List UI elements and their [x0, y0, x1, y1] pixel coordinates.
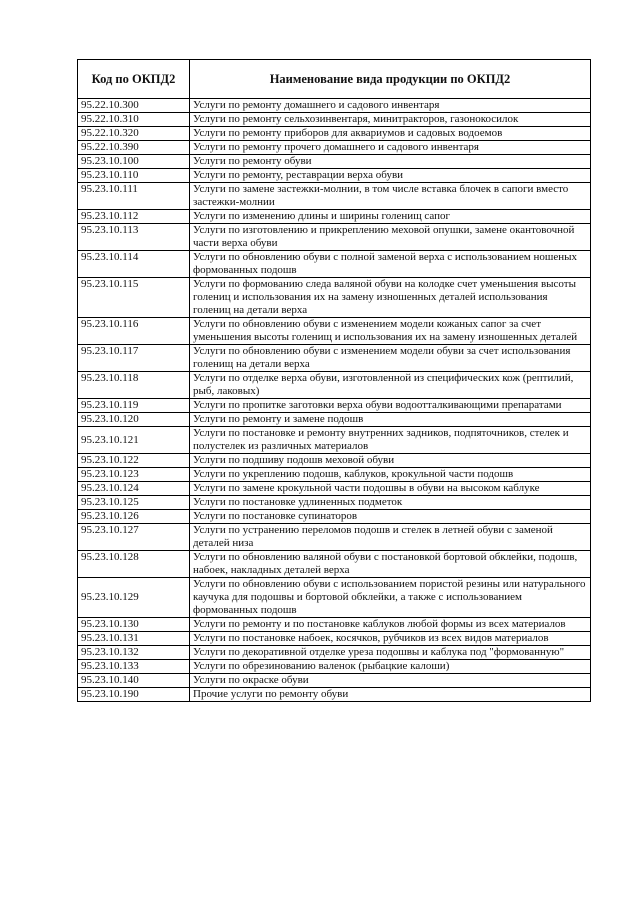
table-row	[78, 399, 591, 413]
code-cell: 95.23.10.116	[78, 318, 190, 345]
name-cell: Услуги по подшиву подошв меховой обуви	[190, 454, 591, 468]
table-row	[78, 427, 591, 454]
table-row	[78, 278, 591, 318]
name-cell: Услуги по изготовлению и прикреплению меховой опушки, замене окантовочной части верха обуви	[190, 224, 591, 251]
table-row	[78, 183, 591, 210]
name-cell: Услуги по изменению длины и ширины голенищ сапог	[190, 210, 591, 224]
table-row	[78, 524, 591, 551]
code-cell: 95.23.10.115	[78, 278, 190, 318]
code-cell: 95.23.10.113	[78, 224, 190, 251]
name-cell: Услуги по ремонту приборов для аквариумов и садовых водоемов	[190, 127, 591, 141]
table-row	[78, 113, 591, 127]
code-cell: 95.23.10.120	[78, 413, 190, 427]
name-cell: Услуги по отделке верха обуви, изготовленной из специфических кож (рептилий, рыб, лаковых)	[190, 372, 591, 399]
name-cell: Услуги по обновлению обуви с изменением модели кожаных сапог за счет уменьшения высоты голенищ и использования их на замену изношенных деталей	[190, 318, 591, 345]
name-cell: Услуги по обновлению обуви с изменением модели обуви за счет использования голенищ на детали верха	[190, 345, 591, 372]
name-cell: Услуги по обновлению обуви с полной заменой верха с использованием ношеных формованных подошв	[190, 251, 591, 278]
code-cell: 95.23.10.111	[78, 183, 190, 210]
table-row	[78, 482, 591, 496]
table-row	[78, 413, 591, 427]
header-name: Наименование вида продукции по ОКПД2	[190, 60, 591, 99]
code-cell: 95.23.10.133	[78, 660, 190, 674]
name-cell: Услуги по замене застежки-молнии, в том числе вставка блочек в сапоги вместо застежки-молнии	[190, 183, 591, 210]
name-cell: Услуги по ремонту домашнего и садового инвентаря	[190, 99, 591, 113]
table-row	[78, 551, 591, 578]
table-row	[78, 318, 591, 345]
name-cell: Услуги по укреплению подошв, каблуков, крокульной части подошв	[190, 468, 591, 482]
table-row	[78, 345, 591, 372]
table-row	[78, 688, 591, 702]
table-row	[78, 99, 591, 113]
name-cell: Услуги по ремонту и замене подошв	[190, 413, 591, 427]
name-cell: Услуги по постановке удлиненных подметок	[190, 496, 591, 510]
code-cell: 95.22.10.300	[78, 99, 190, 113]
name-cell: Услуги по декоративной отделке уреза подошвы и каблука под "формованную"	[190, 646, 591, 660]
table-row	[78, 169, 591, 183]
code-cell: 95.23.10.128	[78, 551, 190, 578]
code-cell: 95.23.10.112	[78, 210, 190, 224]
code-cell: 95.22.10.390	[78, 141, 190, 155]
name-cell: Услуги по ремонту прочего домашнего и садового инвентаря	[190, 141, 591, 155]
table-row	[78, 646, 591, 660]
name-cell: Услуги по постановке и ремонту внутренних задников, подпяточников, стелек и полустелек из различных материалов	[190, 427, 591, 454]
table-row	[78, 618, 591, 632]
code-cell: 95.23.10.100	[78, 155, 190, 169]
name-cell: Услуги по окраске обуви	[190, 674, 591, 688]
name-cell: Услуги по формованию следа валяной обуви на колодке счет уменьшения высоты голениц и использования их на замену изношенных деталей использования голениц на детали верха	[190, 278, 591, 318]
table-row	[78, 155, 591, 169]
table-row	[78, 496, 591, 510]
table-header-row	[78, 60, 591, 99]
table-row	[78, 454, 591, 468]
code-cell: 95.23.10.190	[78, 688, 190, 702]
name-cell: Услуги по замене крокульной части подошвы в обуви на высоком каблуке	[190, 482, 591, 496]
name-cell: Услуги по постановке набоек, косячков, рубчиков из всех видов материалов	[190, 632, 591, 646]
name-cell: Прочие услуги по ремонту обуви	[190, 688, 591, 702]
code-cell: 95.23.10.119	[78, 399, 190, 413]
code-cell: 95.23.10.129	[78, 578, 190, 618]
table-body	[78, 99, 591, 702]
name-cell: Услуги по ремонту обуви	[190, 155, 591, 169]
name-cell: Услуги по пропитке заготовки верха обуви водоотталкивающими препаратами	[190, 399, 591, 413]
code-cell: 95.23.10.114	[78, 251, 190, 278]
code-cell: 95.23.10.121	[78, 427, 190, 454]
name-cell: Услуги по ремонту сельхозинвентаря, минитракторов, газонокосилок	[190, 113, 591, 127]
code-cell: 95.23.10.118	[78, 372, 190, 399]
name-cell: Услуги по устранению переломов подошв и стелек в летней обуви с заменой деталей низа	[190, 524, 591, 551]
name-cell: Услуги по ремонту и по постановке каблуков любой формы из всех материалов	[190, 618, 591, 632]
code-cell: 95.22.10.310	[78, 113, 190, 127]
code-cell: 95.23.10.110	[78, 169, 190, 183]
code-cell: 95.23.10.140	[78, 674, 190, 688]
table-row	[78, 251, 591, 278]
code-cell: 95.23.10.127	[78, 524, 190, 551]
code-cell: 95.23.10.125	[78, 496, 190, 510]
name-cell: Услуги по обрезинованию валенок (рыбацкие калоши)	[190, 660, 591, 674]
code-cell: 95.23.10.117	[78, 345, 190, 372]
table-row	[78, 632, 591, 646]
code-cell: 95.23.10.126	[78, 510, 190, 524]
code-cell: 95.23.10.130	[78, 618, 190, 632]
code-cell: 95.23.10.122	[78, 454, 190, 468]
code-cell: 95.23.10.123	[78, 468, 190, 482]
code-cell: 95.23.10.132	[78, 646, 190, 660]
table-row	[78, 674, 591, 688]
code-cell: 95.23.10.124	[78, 482, 190, 496]
table-row	[78, 210, 591, 224]
table-row	[78, 372, 591, 399]
table-row	[78, 224, 591, 251]
table-row	[78, 127, 591, 141]
table-row	[78, 578, 591, 618]
code-cell: 95.22.10.320	[78, 127, 190, 141]
name-cell: Услуги по ремонту, реставрации верха обуви	[190, 169, 591, 183]
name-cell: Услуги по обновлению обуви с использованием пористой резины или натурального каучука для подошвы и бортовой обклейки, а также с использованием формованных подошв	[190, 578, 591, 618]
table-row	[78, 660, 591, 674]
table-row	[78, 141, 591, 155]
table-row	[78, 510, 591, 524]
header-code: Код по ОКПД2	[78, 60, 190, 99]
name-cell: Услуги по обновлению валяной обуви с постановкой бортовой обклейки, подошв, набоек, накладных деталей верха	[190, 551, 591, 578]
code-cell: 95.23.10.131	[78, 632, 190, 646]
name-cell: Услуги по постановке супинаторов	[190, 510, 591, 524]
okpd2-table	[77, 59, 591, 702]
table-row	[78, 468, 591, 482]
